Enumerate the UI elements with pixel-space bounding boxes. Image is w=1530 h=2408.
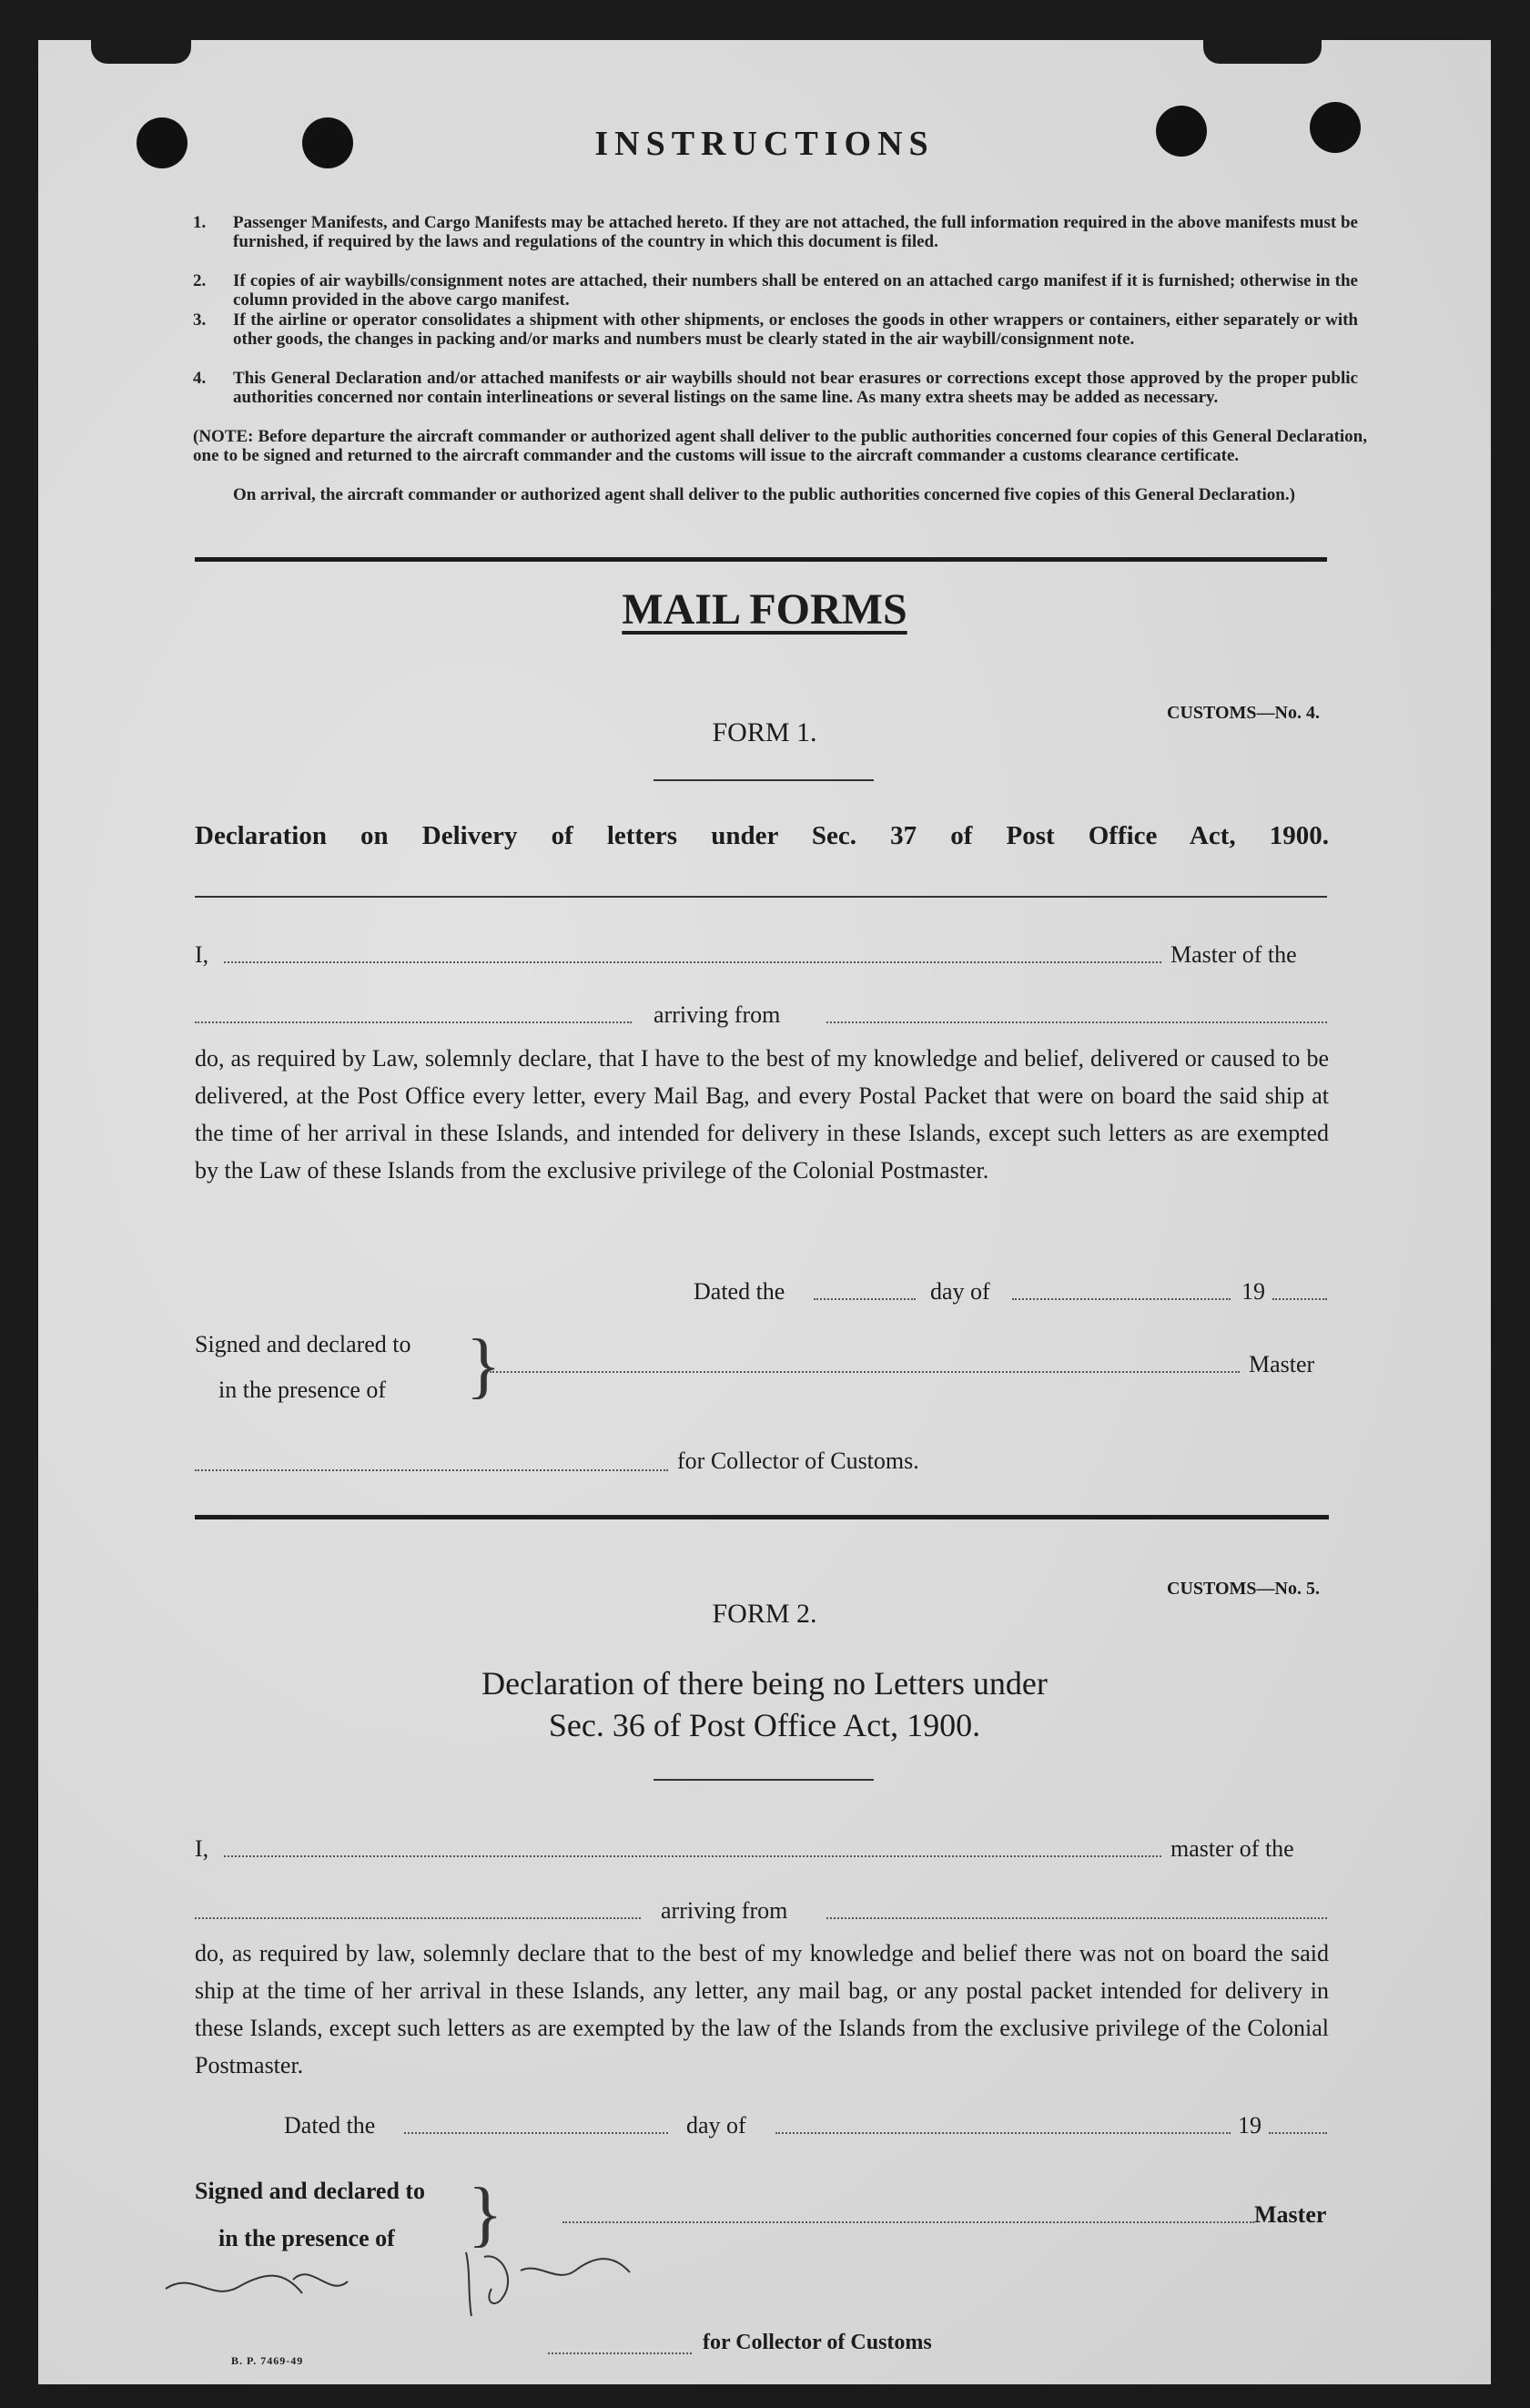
form1-master-of-the-label: Master of the: [1170, 941, 1297, 968]
form1-collector-label: for Collector of Customs.: [677, 1448, 919, 1474]
form2-i-label: I,: [195, 1835, 209, 1862]
form1-i-label: I,: [195, 941, 209, 968]
instructions-list: [193, 213, 1367, 577]
instruction-note-arrival: On arrival, the aircraft commander or authorized agent shall deliver to the public authorities concerned five copies of this General Declaration.): [233, 485, 1295, 504]
form1-year-prefix: 19: [1241, 1278, 1265, 1305]
section-divider: [195, 557, 1327, 562]
form2-declaration-line-2: Sec. 36 of Post Office Act, 1900.: [548, 1707, 981, 1743]
form1-master-label: Master: [1249, 1351, 1315, 1377]
form1-title-underline: [654, 779, 874, 781]
handwritten-signature: [157, 2216, 666, 2325]
form1-presence-label: in the presence of: [218, 1377, 387, 1403]
form1-year-field[interactable]: [1272, 1298, 1327, 1300]
instruction-text: If the airline or operator consolidates a shipment with other shipments, or encloses the goods in other wrappers or containers, either separately or with other goods, the changes in packing and/or marks and numbers must be clearly stated in the air waybill/consignment note.: [233, 310, 1358, 349]
form1-arriving-from-field[interactable]: [826, 1021, 1327, 1023]
instruction-note: (NOTE: Before departure the aircraft commander or authorized agent shall deliver to the public authorities concerned four copies of this General Declaration, one to be signed and returned to the aircraft commander and the customs will issue to the aircraft commander a customs clearance certificate.: [193, 427, 1367, 465]
form2-day-field[interactable]: [404, 2132, 668, 2134]
form1-day-field[interactable]: [814, 1298, 916, 1300]
form1-title: FORM 1.: [712, 717, 817, 747]
instruction-number: 2.: [193, 271, 207, 290]
form2-customs-number: CUSTOMS—No. 5.: [1167, 1579, 1320, 1599]
form2-arriving-from-field[interactable]: [826, 1917, 1327, 1919]
instruction-number: 1.: [193, 213, 207, 232]
form2-year-prefix: 19: [1238, 2112, 1261, 2139]
form1-dated-the-label: Dated the: [694, 1278, 785, 1305]
form2-title-underline: [654, 1779, 874, 1781]
instructions-title: INSTRUCTIONS: [594, 125, 935, 163]
instruction-number: 4.: [193, 369, 207, 388]
form1-declaration-rule: [195, 896, 1327, 898]
instruction-text: If copies of air waybills/consignment notes are attached, their numbers shall be entered on an attached cargo manifest if it is furnished; otherwise in the column provided in the above cargo manifest.: [233, 271, 1358, 310]
mail-forms-title: MAIL FORMS: [622, 585, 907, 634]
form1-day-of-label: day of: [930, 1278, 990, 1305]
form2-dated-the-label: Dated the: [284, 2112, 376, 2139]
form1-month-field[interactable]: [1012, 1298, 1231, 1300]
form2-arriving-from-label: arriving from: [661, 1897, 788, 1924]
form2-master-signature-field[interactable]: [562, 2221, 1254, 2223]
form1-collector-field[interactable]: [195, 1469, 668, 1471]
form1-ship-field[interactable]: [195, 1021, 632, 1023]
form2-body-text: do, as required by law, solemnly declare that to the best of my knowledge and belief there was not on board the said ship at the time of her arrival in these Islands, any letter, any mail bag, or any postal packet intended for delivery in these Islands, except such letters as are exempted by the law of the Islands from the exclusive privilege of the Colonial Postmaster.: [195, 1940, 1329, 2078]
form2-presence-label: in the presence of: [218, 2225, 395, 2251]
form2-month-field[interactable]: [775, 2132, 1231, 2134]
instruction-text: Passenger Manifests, and Cargo Manifests may be attached hereto. If they are not attached, the full information required in the above manifests must be furnished, if required by the laws and regulations of the country in which this document is filed.: [233, 213, 1358, 251]
form1-declaration-title: Declaration on Delivery of letters under Sec. 37 of Post Office Act, 1900.: [195, 821, 1329, 850]
form2-ship-field[interactable]: [195, 1917, 641, 1919]
instruction-number: 3.: [193, 310, 207, 330]
form2-year-field[interactable]: [1269, 2132, 1327, 2134]
top-left-tab: [91, 36, 191, 64]
form1-master-signature-field[interactable]: [490, 1371, 1240, 1373]
form2-day-of-label: day of: [686, 2112, 746, 2139]
form2-title: FORM 2.: [712, 1599, 817, 1629]
form-divider: [195, 1515, 1329, 1519]
form1-brace: }: [466, 1326, 502, 1406]
form2-master-label: Master: [1254, 2201, 1327, 2228]
form2-collector-field[interactable]: [548, 2352, 692, 2354]
document-page: [38, 40, 1491, 2384]
form1-arriving-from-label: arriving from: [654, 1001, 781, 1028]
form2-name-field[interactable]: [224, 1855, 1161, 1857]
form2-brace: }: [468, 2174, 503, 2254]
form2-collector-label: for Collector of Customs: [703, 2331, 932, 2354]
form1-name-field[interactable]: [224, 961, 1161, 963]
form2-declaration-line-1: Declaration of there being no Letters under: [481, 1665, 1048, 1702]
form2-signed-label: Signed and declared to: [195, 2178, 426, 2204]
instruction-text: This General Declaration and/or attached manifests or air waybills should not bear erasures or corrections except those approved by the proper public authorities concerned nor contain interlineations or several listings on the same line. As many extra sheets may be added as necessary.: [233, 369, 1358, 407]
printer-mark: B. P. 7469-49: [231, 2354, 304, 2367]
form1-body-text: do, as required by Law, solemnly declare, that I have to the best of my knowledge and belief, delivered or caused to be delivered, at the Post Office every letter, every Mail Bag, and every Postal Packet that were on board the said ship at the time of her arrival in these Islands, and intended for delivery in these Islands, except such letters as are exempted by the Law of these Islands from the exclusive privilege of the Colonial Postmaster.: [195, 1045, 1329, 1184]
form1-signed-label: Signed and declared to: [195, 1331, 411, 1357]
top-right-tab: [1203, 36, 1322, 64]
form1-customs-number: CUSTOMS—No. 4.: [1167, 703, 1320, 723]
form2-master-of-the-label: master of the: [1170, 1835, 1294, 1862]
